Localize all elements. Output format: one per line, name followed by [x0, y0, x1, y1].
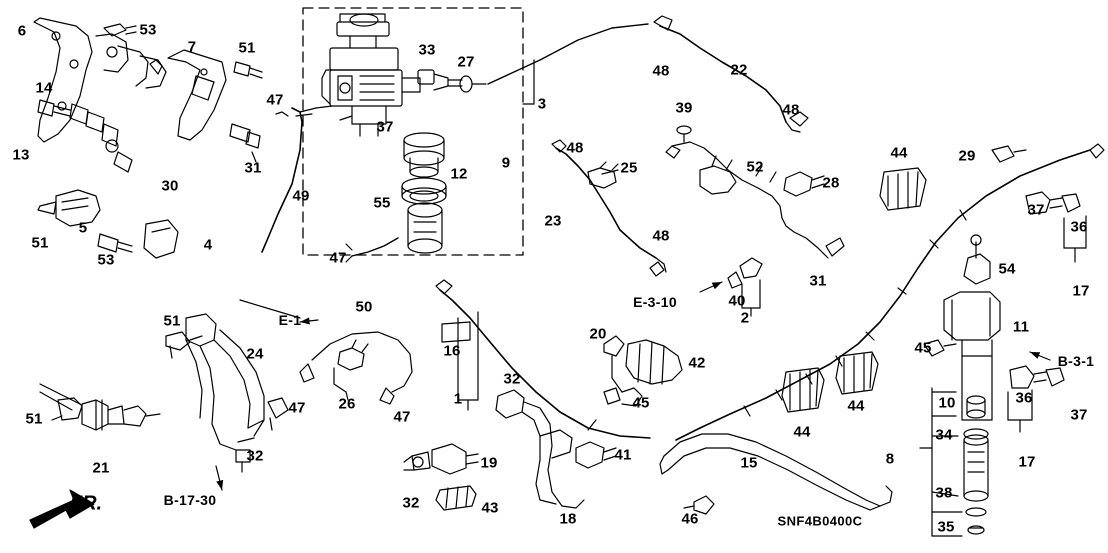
callout-30: 30 — [161, 177, 179, 195]
callout-42: 42 — [688, 354, 706, 372]
callout-37-a: 37 — [376, 118, 394, 136]
callout-48-a: 48 — [652, 62, 670, 80]
callout-16: 16 — [443, 342, 461, 360]
callout-8: 8 — [885, 450, 895, 468]
callout-45-b: 45 — [632, 394, 650, 412]
callout-24: 24 — [246, 345, 264, 363]
callout-40: 40 — [728, 292, 746, 310]
callout-32-a: 32 — [503, 370, 521, 388]
callout-25: 25 — [620, 159, 638, 177]
callout-44-b: 44 — [793, 423, 811, 441]
callout-52: 52 — [746, 158, 764, 176]
callout-10: 10 — [938, 394, 956, 412]
callout-17-a: 17 — [1072, 282, 1090, 300]
callout-17-b: 17 — [1018, 453, 1036, 471]
callout-2: 2 — [740, 309, 750, 327]
callout-7: 7 — [187, 38, 197, 56]
diagram-part-number: SNF4B0400C — [777, 513, 863, 529]
callout-27: 27 — [457, 53, 475, 71]
callout-33: 33 — [418, 41, 436, 59]
callout-43: 43 — [481, 499, 499, 517]
callout-31-a: 31 — [244, 159, 262, 177]
callout-29: 29 — [958, 147, 976, 165]
callout-36-a: 36 — [1070, 218, 1088, 236]
callout-41: 41 — [614, 446, 632, 464]
ref-b-17-30[interactable]: B-17-30 — [163, 492, 217, 508]
callout-21: 21 — [92, 459, 110, 477]
callout-19: 19 — [480, 454, 498, 472]
callout-35: 35 — [937, 518, 955, 536]
callout-53: 53 — [139, 21, 157, 39]
callout-22: 22 — [730, 61, 748, 79]
callout-32-c: 32 — [402, 494, 420, 512]
callout-48-b: 48 — [782, 101, 800, 119]
callout-46: 46 — [681, 510, 699, 528]
callout-28: 28 — [822, 174, 840, 192]
ref-e-3-10[interactable]: E-3-10 — [633, 294, 677, 310]
callout-5: 5 — [78, 219, 88, 237]
front-orientation-label: FR. — [69, 492, 103, 515]
callout-54: 54 — [998, 260, 1016, 278]
callout-12: 12 — [450, 165, 468, 183]
callout-18: 18 — [559, 510, 577, 528]
callout-4: 4 — [203, 236, 213, 254]
callout-50: 50 — [355, 298, 373, 316]
callout-13: 13 — [12, 146, 30, 164]
callout-26: 26 — [338, 395, 356, 413]
callout-23: 23 — [544, 212, 562, 230]
callout-48-d: 48 — [652, 227, 670, 245]
callout-9: 9 — [501, 154, 511, 172]
callout-15: 15 — [740, 454, 758, 472]
callout-34: 34 — [935, 426, 953, 444]
callout-37-c: 37 — [1070, 406, 1088, 424]
callout-14: 14 — [35, 79, 53, 97]
callout-31-b: 31 — [809, 272, 827, 290]
callout-51: 51 — [238, 39, 256, 57]
callout-47-d: 47 — [393, 408, 411, 426]
callout-49: 49 — [292, 187, 310, 205]
callout-38: 38 — [935, 484, 953, 502]
callout-51-b: 51 — [31, 234, 49, 252]
callout-3: 3 — [537, 95, 547, 113]
ref-b-3-1[interactable]: B-3-1 — [1057, 353, 1095, 369]
callout-11: 11 — [1012, 318, 1030, 336]
callout-51-d: 51 — [25, 410, 43, 428]
callout-51-c: 51 — [163, 312, 181, 330]
callout-44-a: 44 — [890, 144, 908, 162]
ref-e-1[interactable]: E-1 — [278, 312, 302, 328]
callout-6: 6 — [17, 22, 27, 40]
callout-37-b: 37 — [1027, 201, 1045, 219]
callout-1: 1 — [453, 390, 463, 408]
callout-39: 39 — [675, 99, 693, 117]
callout-47-b: 47 — [329, 249, 347, 267]
callout-45-a: 45 — [914, 339, 932, 357]
callout-53-b: 53 — [97, 251, 115, 269]
callout-47-c: 47 — [288, 399, 306, 417]
callout-44-c: 44 — [847, 397, 865, 415]
callout-55: 55 — [373, 194, 391, 212]
callout-48-c: 48 — [566, 139, 584, 157]
callout-32-b: 32 — [246, 447, 264, 465]
callout-20: 20 — [589, 325, 607, 343]
callout-47-a: 47 — [266, 91, 284, 109]
callout-36-b: 36 — [1015, 389, 1033, 407]
